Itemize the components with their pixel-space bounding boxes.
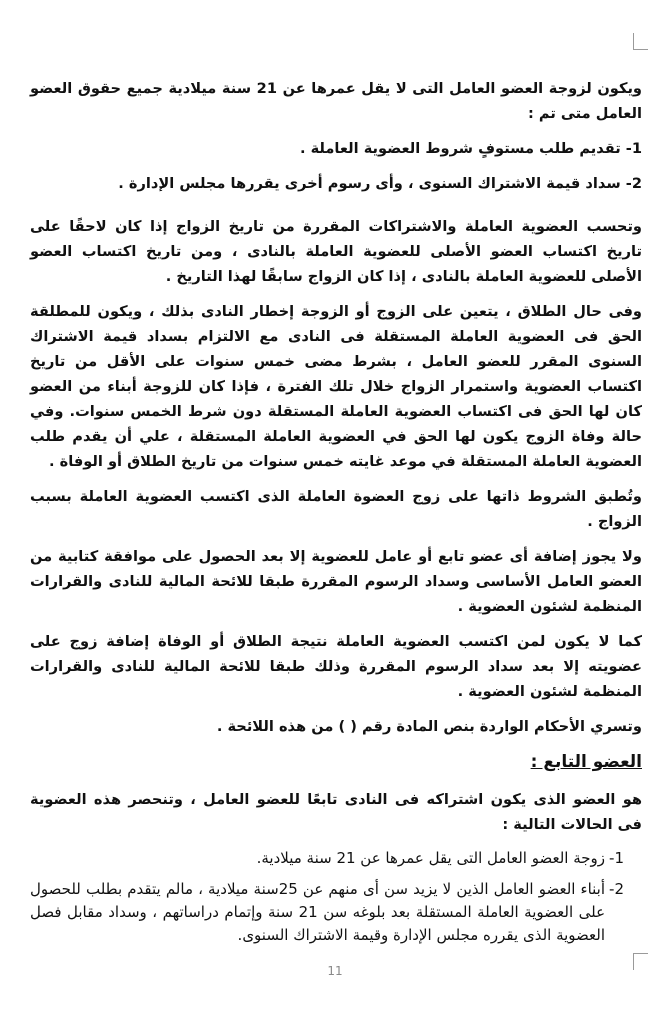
condition-2: 2- سداد قيمة الاشتراك السنوى ، وأى رسوم أخرى يقررها مجلس الإدارة . xyxy=(118,175,642,192)
document-page xyxy=(30,76,642,955)
paragraph-spouse-rights: ويكون لزوجة العضو العامل التى لا يقل عمرها عن 21 سنة ميلادية جميع حقوق العضو العامل متى تم : xyxy=(30,80,642,122)
dependent-cases-list xyxy=(30,847,642,947)
bottom-corner-mark xyxy=(633,953,648,970)
paragraph-adding-members: ولا يجوز إضافة أى عضو تابع أو عامل للعضوية إلا بعد الحصول على موافقة كتابية من العضو العامل الأساسى وسداد الرسوم المقررة طبقا للائحة المالية للنادى والقرارات المنظمة لشئون العضوية . xyxy=(30,548,642,615)
paragraph-membership-calculation: وتحسب العضوية العاملة والاشتراكات المقررة من تاريخ الزواج إذا كان لاحقًا على تاريخ اكتساب العضو الأصلى للعضوية العاملة بالنادى ، ومن تاريخ اكتساب العضو الأصلى للعضوية العاملة بالنادى ، إذا كان الزواج سابقًا لهذا التاريخ . xyxy=(30,218,642,285)
paragraph-husband-conditions: وتُطبق الشروط ذاتها على زوج العضوة العاملة الذى اكتسب العضوية العاملة بسبب الزواج . xyxy=(30,488,642,530)
list-item xyxy=(30,847,642,870)
section-intro: هو العضو الذى يكون اشتراكه فى النادى تابعًا للعضو العامل ، وتنحصر هذه العضوية فى الحالات التالية : xyxy=(30,791,642,833)
list-item-text: أبناء العضو العامل الذين لا يزيد سن أى منهم عن 25سنة ميلادية ، مالم يتقدم بطلب للحصول على العضوية العاملة المستقلة بعد بلوغه سن 21 سنة وإتمام دراساتهم ، وسداد مقابل فصل العضوية الذى يقرره مجلس الإدارة وقيمة الاشتراك السنوى. xyxy=(30,880,606,944)
list-item xyxy=(30,878,642,947)
paragraph-post-divorce: كما لا يكون لمن اكتسب العضوية العاملة نتيجة الطلاق أو الوفاة إضافة زوج على عضويته إلا بعد سداد الرسوم المقررة وذلك طبقا للائحة المالية للنادى والقرارات المنظمة لشئون العضوية . xyxy=(30,633,642,700)
condition-1: 1- تقديم طلب مستوفٍ شروط العضوية العاملة . xyxy=(299,140,642,157)
list-item-number: 2- xyxy=(609,880,624,898)
paragraph-divorce: وفى حال الطلاق ، يتعين على الزوج أو الزوجة إخطار النادى بذلك ، ويكون للمطلقة الحق فى العضوية العاملة المستقلة فى النادى مع الالتزام بسداد قيمة الاشتراك السنوى المقرر للعضو العامل ، بشرط مضى خمس سنوات على الأقل من تاريخ اكتساب العضوية واستمرار الزواج خلال تلك الفترة ، فإذا كان للزوجة أبناء من العضو كان لها الحق فى اكتساب العضوية العاملة المستقلة دون شرط الخمس سنوات. وفي حالة وفاة الزوج يكون لها الحق في العضوية العاملة المستقلة ، علي أن يقدم طلب العضوية العاملة المستقلة في موعد غايته خمس سنوات من تاريخ الطلاق أو الوفاة . xyxy=(30,303,642,470)
top-corner-mark xyxy=(633,33,648,50)
paragraph-article-reference: وتسري الأحكام الواردة بنص المادة رقم ( ) من هذه اللائحة . xyxy=(216,718,642,735)
page-number: 11 xyxy=(327,964,343,978)
list-item-number: 1- xyxy=(609,849,624,867)
list-item-text: زوجة العضو العامل التى يقل عمرها عن 21 سنة ميلادية. xyxy=(256,849,606,867)
section-heading: العضو التابع : xyxy=(530,752,642,772)
